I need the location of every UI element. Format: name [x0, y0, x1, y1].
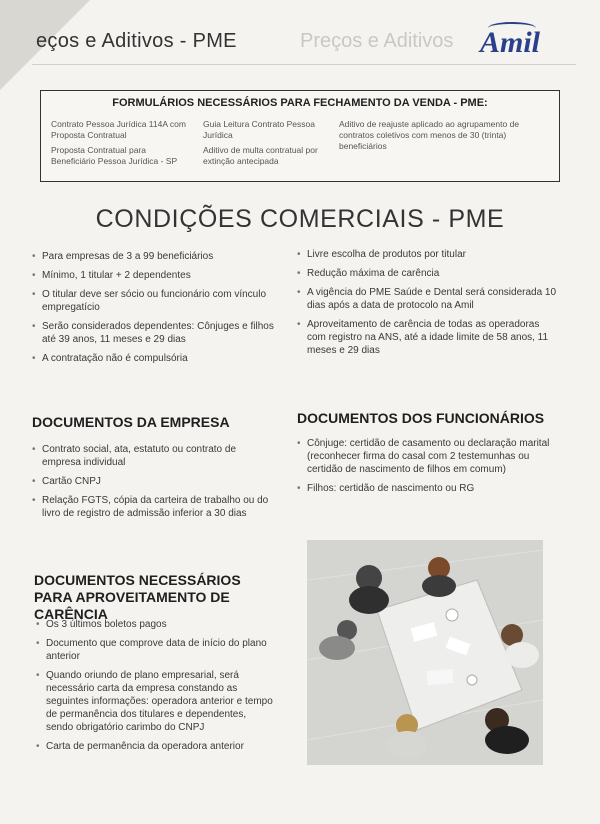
forms-item: Proposta Contratual para Beneficiário Pessoa Jurídica - SP [51, 145, 178, 166]
list-item: • Contrato social, ata, estatuto ou contrato de empresa individual [32, 443, 272, 469]
docs-company-title: DOCUMENTOS DA EMPRESA [32, 414, 230, 430]
forms-heading: FORMULÁRIOS NECESSÁRIOS PARA FECHAMENTO DA VENDA - PME: [112, 97, 488, 109]
list-item: • A vigência do PME Saúde e Dental será considerada 10 dias após a data de protocolo na Amil [297, 286, 557, 312]
docs-carencia-title: DOCUMENTOS NECESSÁRIOS PARA APROVEITAMENTO DE CARÊNCIA [34, 572, 241, 622]
conditions-left-list [32, 250, 282, 371]
docs-company-list [32, 443, 272, 526]
list-item: • Aproveitamento de carência de todas as operadoras com registro na ANS, até a idade limite de 58 anos, 11 meses e 29 dias [297, 318, 557, 357]
forms-column-1 [51, 119, 191, 171]
list-item: • Carta de permanência da operadora anterior [36, 740, 276, 753]
page-header-title: eços e Aditivos - PME [36, 30, 237, 52]
list-item: • A contratação não é compulsória [32, 352, 282, 365]
list-item: • Os 3 últimos boletos pagos [36, 618, 276, 631]
list-item: • O titular deve ser sócio ou funcionário com vínculo empregatício [32, 288, 282, 314]
list-item: • Cartão CNPJ [32, 475, 272, 488]
meeting-photo-illustration [307, 540, 543, 765]
header-divider [32, 64, 576, 65]
forms-column-2 [203, 119, 333, 171]
forms-item: Aditivo de reajuste aplicado ao agrupamento de contratos coletivos com menos de 30 (trinta) beneficiários [339, 119, 520, 151]
conditions-right-list [297, 248, 557, 363]
list-item: • Relação FGTS, cópia da carteira de trabalho ou do livro de registro de admissão inferior a 30 dias [32, 494, 272, 520]
list-item: • Quando oriundo de plano empresarial, será necessário carta da empresa constando as seguintes informações: operadora anterior e tempo de permanência dos titulares e dependentes, sendo obrigatório carimbo do CNPJ [36, 669, 276, 734]
forms-item: Contrato Pessoa Jurídica 114A com Proposta Contratual [51, 119, 186, 140]
docs-employees-list [297, 437, 559, 501]
list-item: • Cônjuge: certidão de casamento ou declaração marital (reconhecer firma do casal com 2 testemunhas ou certidão de nascimento de filhos em comum) [297, 437, 559, 476]
meeting-photo [307, 540, 543, 765]
list-item: • Livre escolha de produtos por titular [297, 248, 557, 261]
forms-item: Aditivo de multa contratual por extinção antecipada [203, 145, 318, 166]
list-item: • Documento que comprove data de início do plano anterior [36, 637, 276, 663]
list-item: • Filhos: certidão de nascimento ou RG [297, 482, 559, 495]
list-item: • Serão considerados dependentes: Cônjuges e filhos até 39 anos, 11 meses e 29 dias [32, 320, 282, 346]
list-item: • Mínimo, 1 titular + 2 dependentes [32, 269, 282, 282]
forms-item: Guia Leitura Contrato Pessoa Jurídica [203, 119, 315, 140]
docs-carencia-list [36, 618, 276, 759]
conditions-title: CONDIÇÕES COMERCIAIS - PME [95, 205, 505, 233]
forms-column-3 [339, 119, 524, 156]
page-header-ghost-text: Preços e Aditivos [300, 30, 454, 52]
forms-box [40, 90, 560, 182]
list-item: • Redução máxima de carência [297, 267, 557, 280]
docs-employees-title: DOCUMENTOS DOS FUNCIONÁRIOS [297, 410, 545, 426]
amil-logo: Amil [480, 26, 541, 59]
list-item: • Para empresas de 3 a 99 beneficiários [32, 250, 282, 263]
